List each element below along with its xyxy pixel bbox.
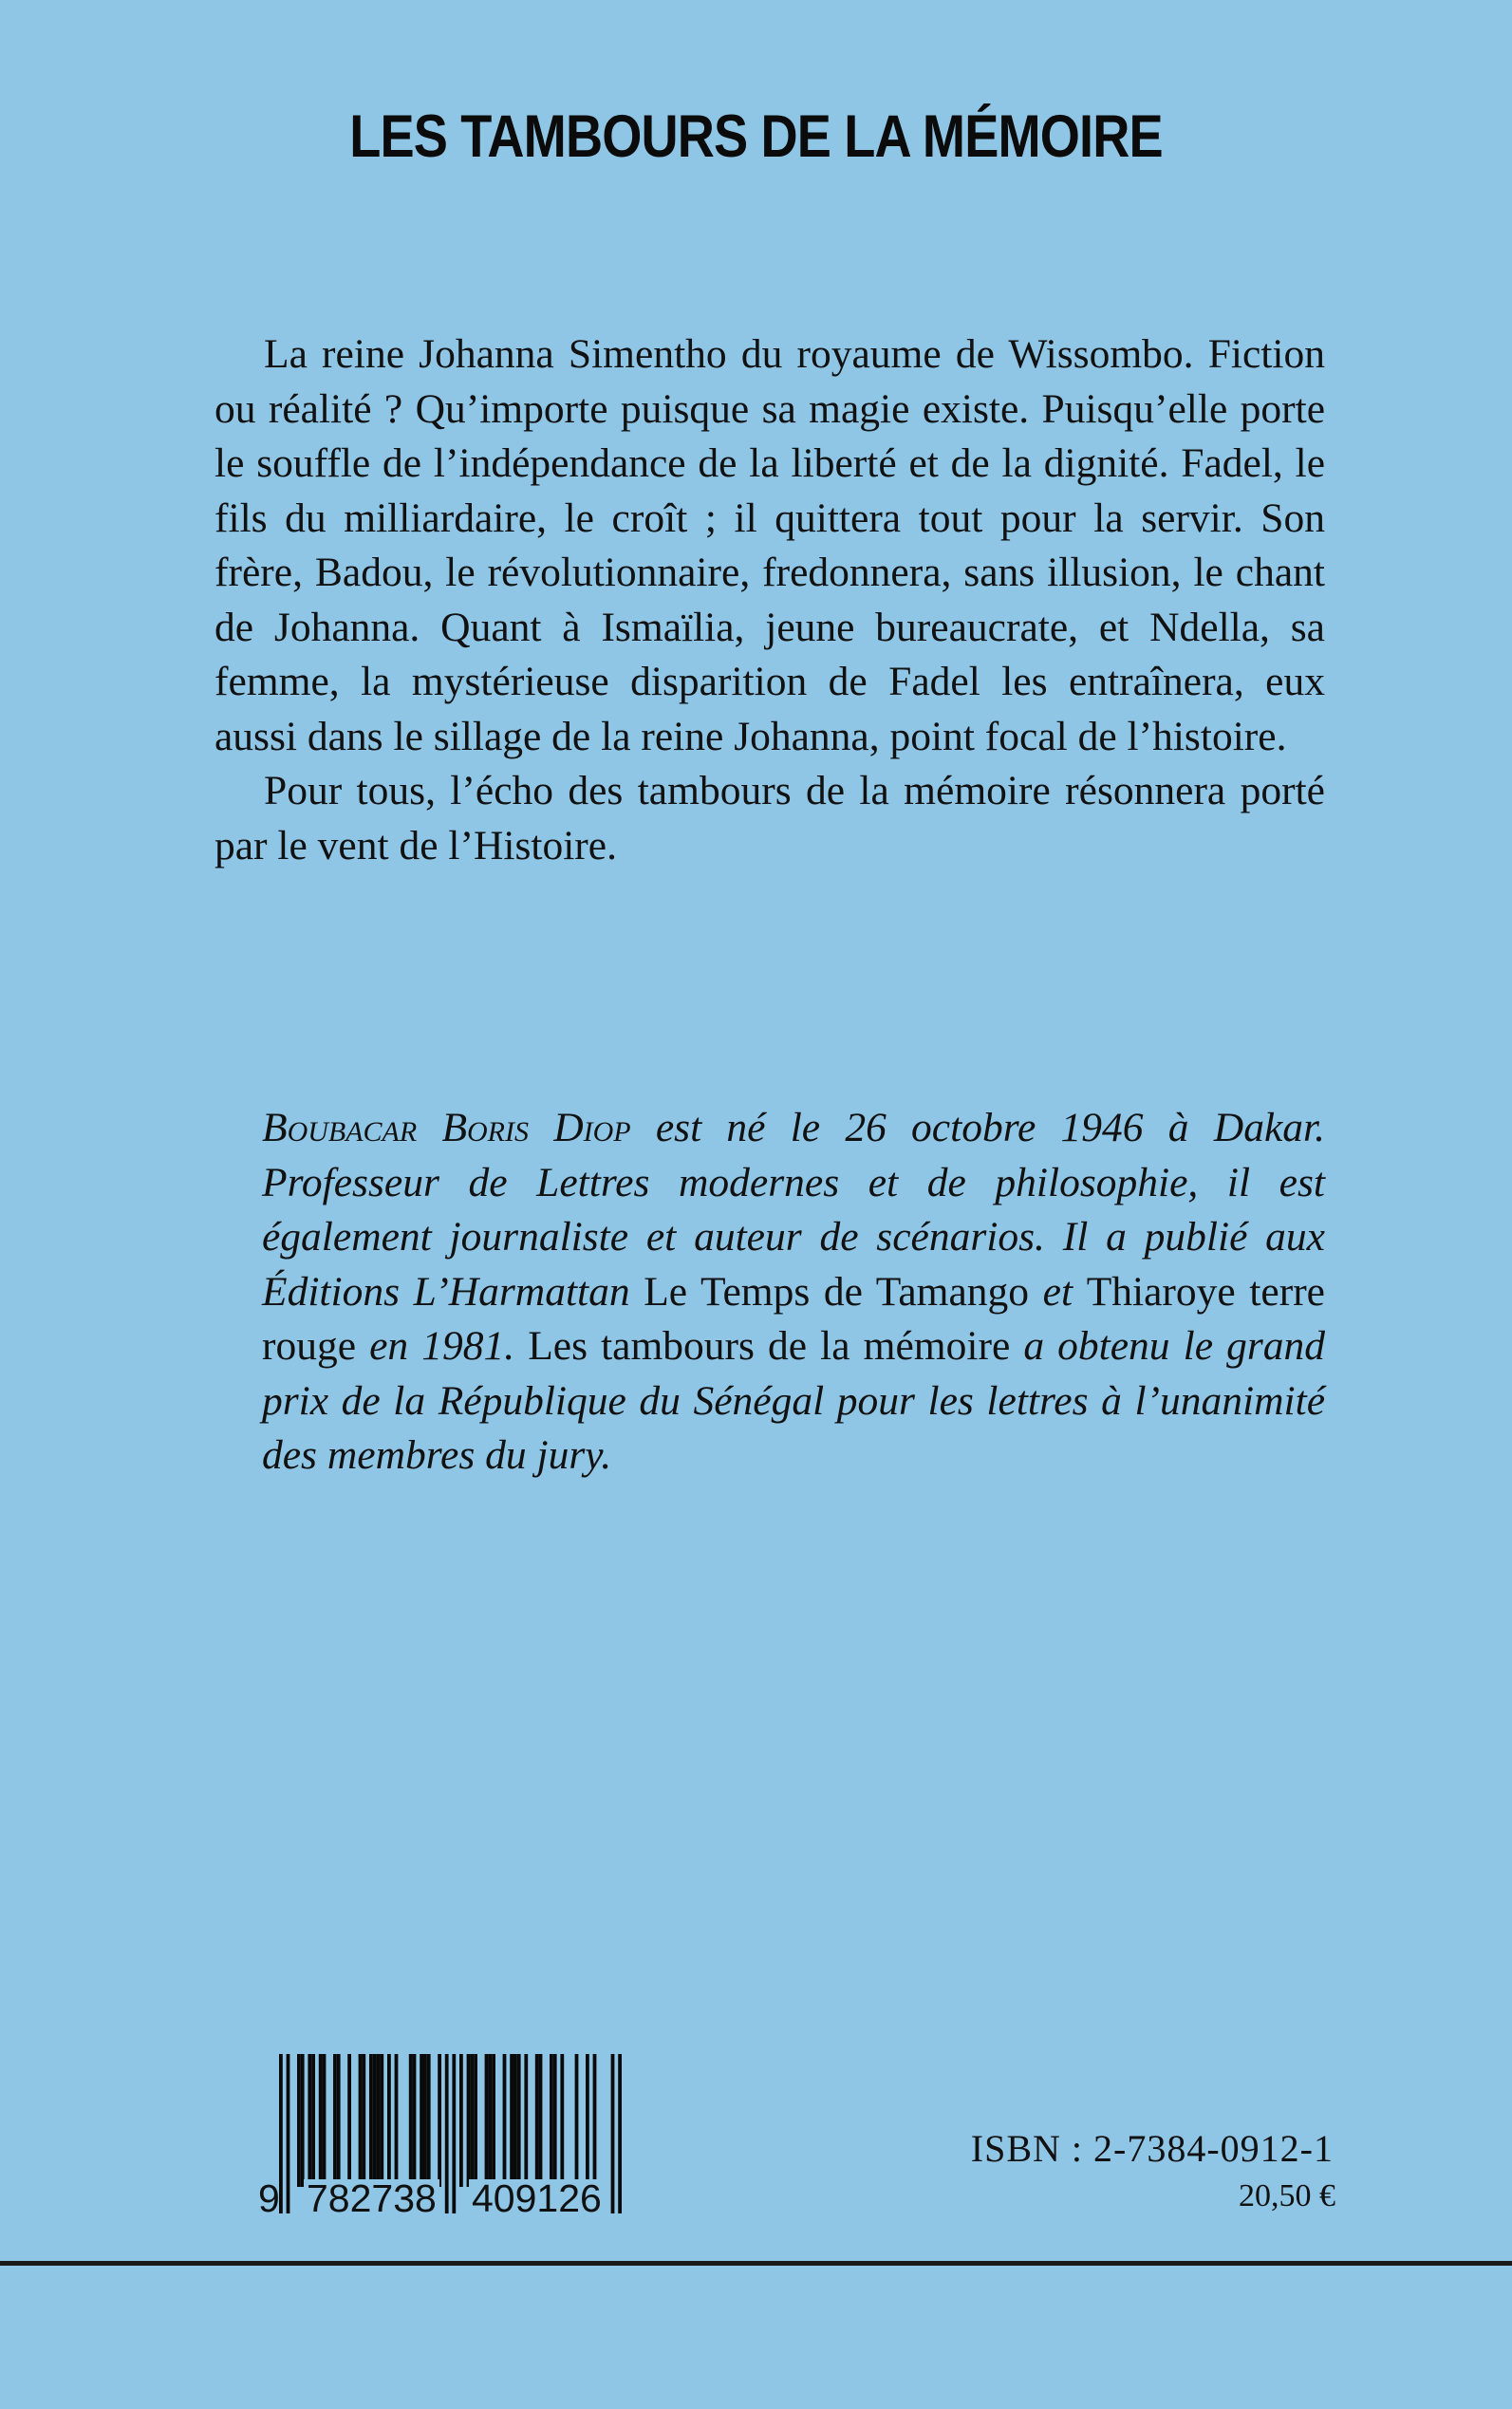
bio-book-title-1: Le Temps de Tamango (644, 1268, 1030, 1315)
book-title: LES TAMBOURS DE LA MÉMOIRE (349, 103, 1163, 170)
barcode-digit-group-2: 409126 (469, 2179, 605, 2217)
barcode (258, 2054, 649, 2220)
bio-text-4: a obtenu le grand prix de la République du Sénégal pour les lettres à l’unanimité des membres du jury. (262, 1323, 1325, 1478)
barcode-bar (503, 2054, 507, 2187)
barcode-bar (395, 2054, 399, 2187)
blurb-paragraph-2: Pour tous, l’écho des tambours de la mémoire résonnera porté par le vent de l’Histoire. (215, 768, 1325, 868)
barcode-bar (427, 2054, 431, 2187)
bio-text-1: est né le 26 octobre 1946 à Dakar. Professeur de Lettres modernes et de philosophie, il est également journaliste et auteur de scénarios. Il a publié aux Éditions L’Harmattan (262, 1105, 1325, 1315)
barcode-bar (553, 2054, 557, 2187)
barcode-bar (593, 2054, 597, 2187)
barcode-bar (470, 2054, 474, 2187)
barcode-bar (311, 2054, 315, 2187)
barcode-digits (258, 2176, 649, 2220)
barcode-bar (369, 2054, 373, 2187)
barcode-bar (492, 2054, 495, 2187)
barcode-bar (413, 2054, 417, 2187)
price-label: 20,50 € (1239, 2178, 1335, 2213)
barcode-bar (459, 2054, 463, 2187)
author-bio (262, 1101, 1325, 1484)
barcode-bar (474, 2054, 477, 2187)
barcode-bar (323, 2054, 327, 2187)
barcode-bar (387, 2054, 391, 2187)
barcode-bar (319, 2054, 323, 2187)
barcode-bar (488, 2054, 492, 2187)
isbn-label: ISBN : 2-7384-0912-1 (970, 2127, 1334, 2170)
barcode-bar (517, 2054, 521, 2187)
barcode-bar (535, 2054, 539, 2187)
blurb-paragraph-1: La reine Johanna Simentho du royaume de Wissombo. Fiction ou réalité ? Qu’importe puisque sa magie existe. Puisqu’elle porte le souffle de l’indépendance de la liberté et de la dignité. Fadel, le fils du milliardaire, le croît ; il quittera tout pour la servir. Son frère, Badou, le révolutionnaire, fredonnera, sans illusion, le chant de Johanna. Quant à Ismaïlia, jeune bureaucrate, et Ndella, sa femme, la mystérieuse disparition de Fadel les entraînera, eux aussi dans le sillage de la reine Johanna, point focal de l’histoire. (215, 331, 1325, 759)
barcode-bar (524, 2054, 528, 2187)
barcode-bar (377, 2054, 381, 2187)
bio-text-3: en 1981. (356, 1323, 529, 1369)
barcode-bar (347, 2054, 351, 2187)
bio-text-2: et (1029, 1268, 1087, 1315)
barcode-bar (467, 2054, 471, 2187)
barcode-bar (513, 2054, 517, 2187)
barcode-bar (586, 2054, 589, 2187)
barcode-bar (362, 2054, 365, 2187)
barcode-bar (560, 2054, 564, 2187)
back-cover-blurb (215, 327, 1325, 873)
bottom-rule (0, 2261, 1512, 2266)
barcode-bar (575, 2054, 579, 2187)
barcode-bar (333, 2054, 337, 2187)
barcode-bar (337, 2054, 341, 2187)
barcode-bar (485, 2054, 489, 2187)
barcode-bar (308, 2054, 311, 2187)
bio-book-title-2: Thiaroye terre rouge (262, 1268, 1325, 1369)
author-name: Boubacar Boris Diop (262, 1105, 631, 1150)
barcode-bar (420, 2054, 423, 2187)
barcode-bar (423, 2054, 427, 2187)
barcode-bar (409, 2054, 413, 2187)
barcode-bar (438, 2054, 441, 2187)
barcode-bar (550, 2054, 553, 2187)
bio-book-title-3: Les tambours de la mémoire (528, 1323, 1011, 1369)
barcode-bar (297, 2054, 301, 2187)
barcode-bar (510, 2054, 513, 2187)
barcode-bar (380, 2054, 383, 2187)
barcode-lead-digit: 9 (258, 2176, 280, 2220)
barcode-digit-group-1: 782738 (304, 2179, 439, 2217)
barcode-bar (373, 2054, 377, 2187)
barcode-bar (539, 2054, 543, 2187)
barcode-bar (359, 2054, 363, 2187)
barcode-bar (301, 2054, 305, 2187)
